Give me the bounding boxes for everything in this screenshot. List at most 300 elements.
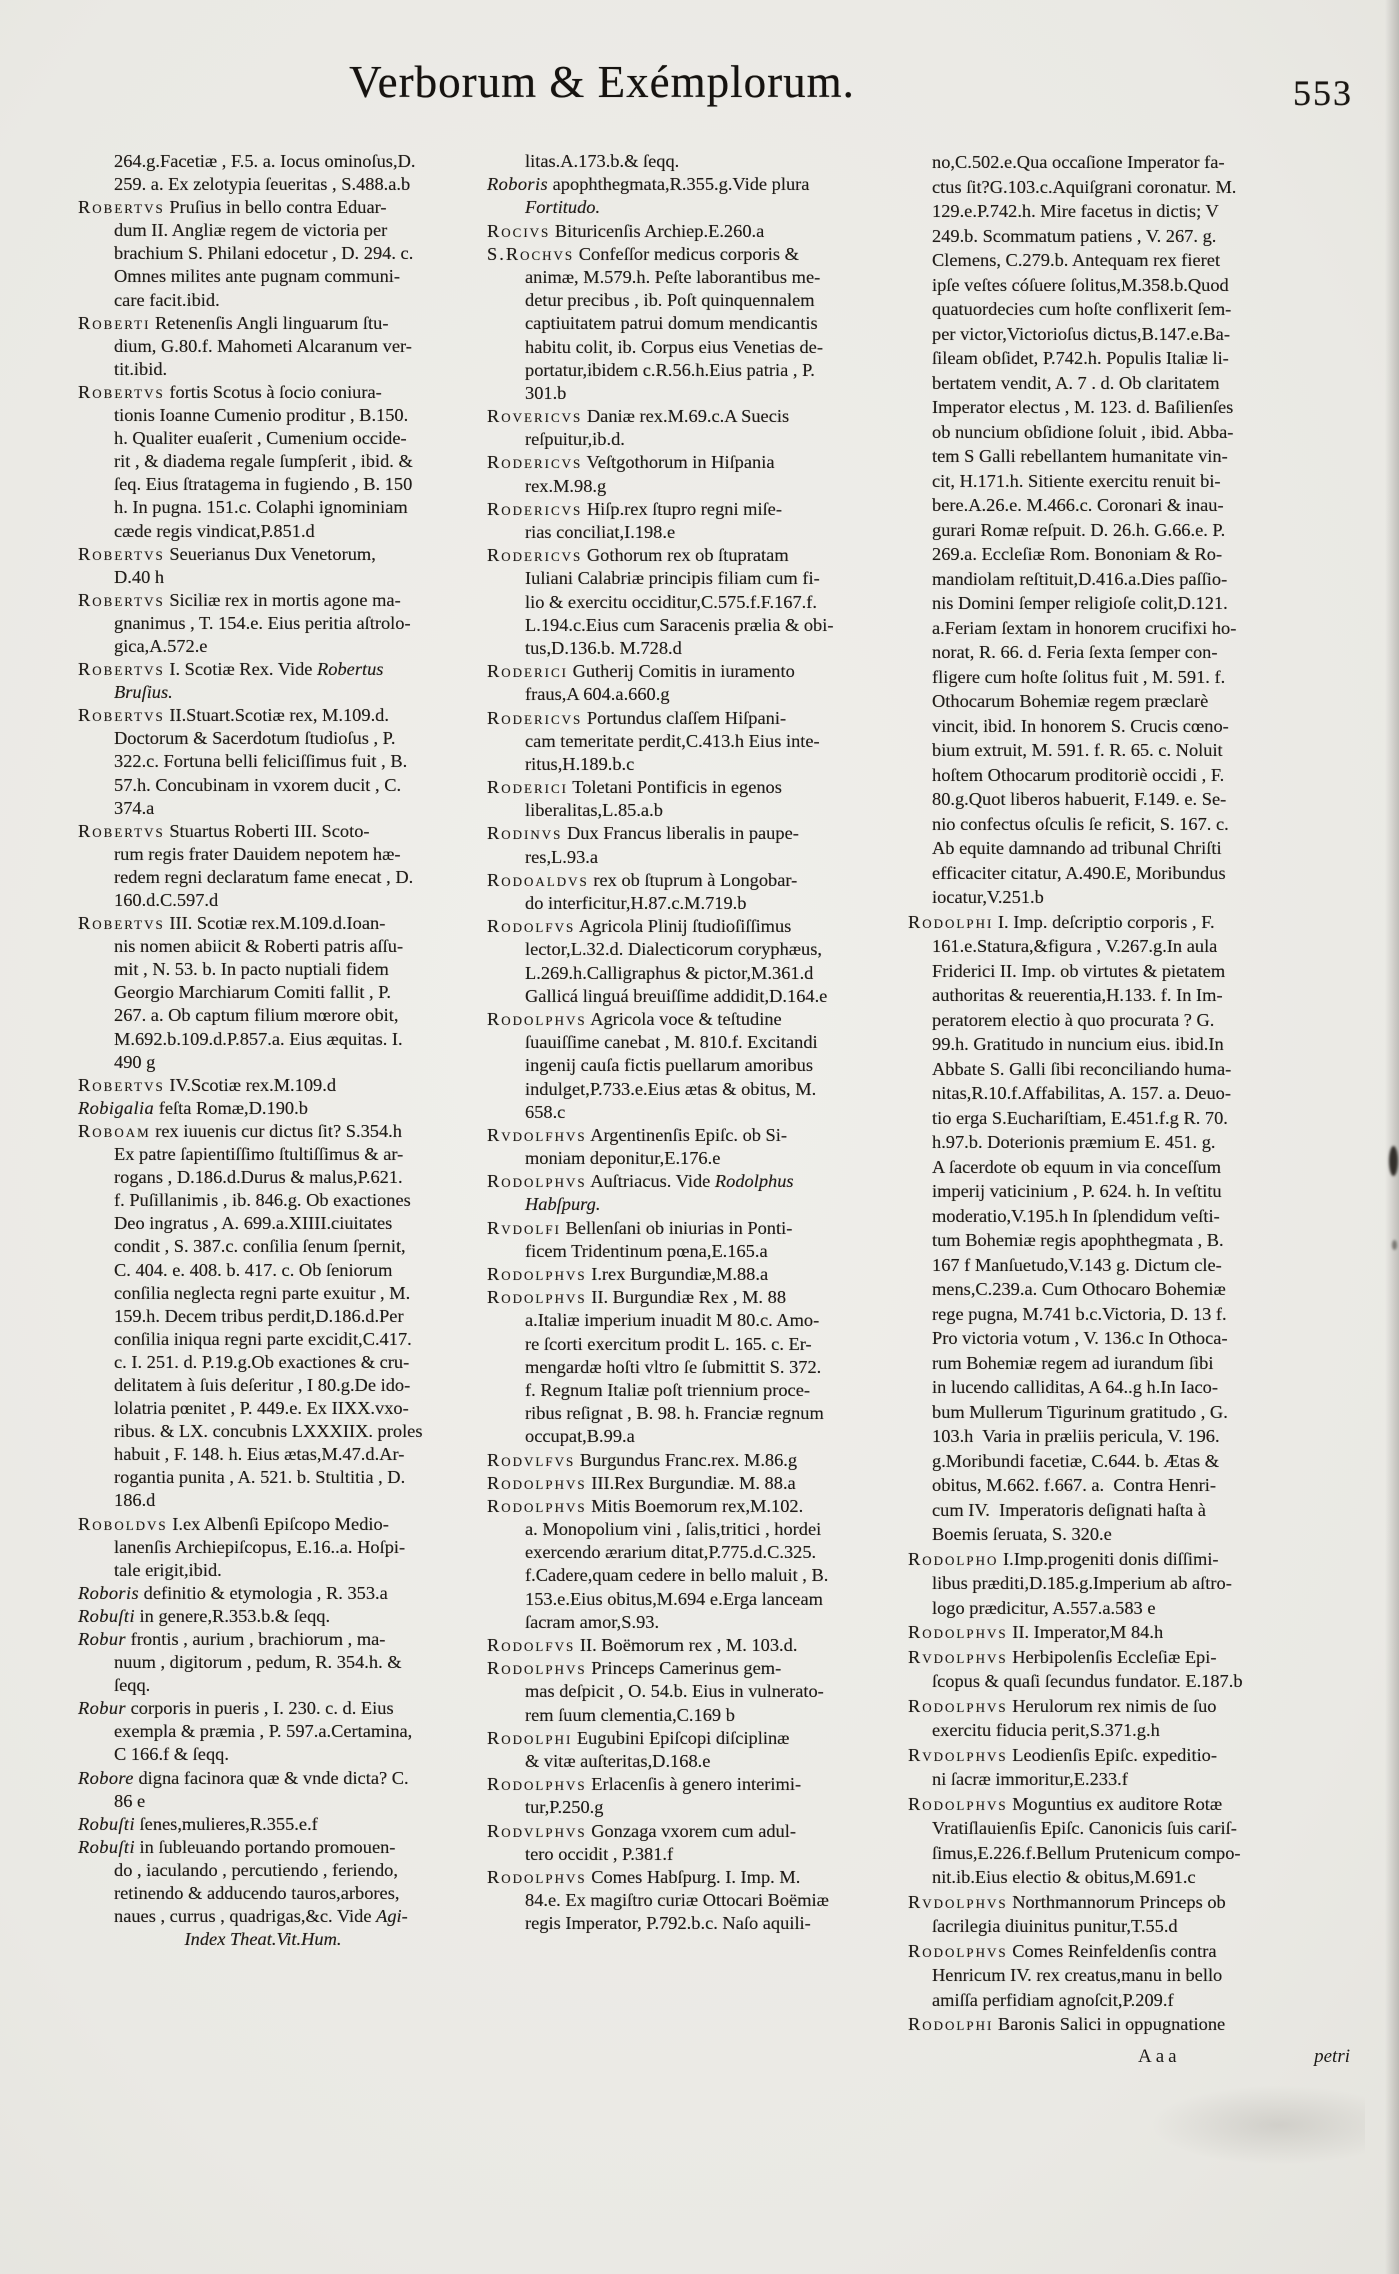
index-line: moniam deponitur,E.176.e [525,1148,721,1169]
index-line: gnanimus , T. 154.e. Eius peritia aſtrolo- [114,612,411,633]
index-line: care facit.ibid. [114,289,220,310]
index-line: g.Moribundi facetiæ, C.644. b. Ætas & [932,1450,1220,1471]
index-line: no,C.502.e.Qua occaſione Imperator fa- [932,152,1225,172]
index-line: ingenij cauſa fictis puellarum amoribus [525,1055,814,1076]
index-line: rogantia punita , A. 521. b. Stultitia , D. [114,1467,406,1488]
index-line: cæde regis vindicat,P.851.d [114,520,315,541]
index-line: 264.g.Facetiæ , F.5. a. Iocus ominoſus,D. [114,151,416,171]
scan-edge-shadow [1385,0,1399,2274]
index-line: mens,C.239.a. Cum Othocaro Bohemiæ [932,1279,1226,1299]
index-line: Rodolphi Eugubini Epiſcopi diſciplinæ [487,1727,790,1748]
index-line: bere.A.26.e. M.466.c. Coronari & inau- [932,495,1224,515]
index-line: Boemis ſeruata, S. 320.e [932,1524,1112,1544]
index-line: mas deſpicit , O. 54.b. Eius in vulnerato- [525,1681,824,1702]
entry-headword: Robertvs [78,589,165,610]
entry-headword: Robertvs [78,197,165,218]
index-line: Rodolphvs Princeps Camerinus gem- [487,1658,782,1679]
entry-headword: Rvdolfhvs [487,1124,587,1145]
index-line: tionis Ioanne Cumenio proditur , B.150. [114,405,409,426]
index-line: Rodolphvs Agricola voce & teſtudine [487,1008,782,1029]
index-line: 103.h Varia in præliis pericula, V. 196. [932,1426,1220,1446]
index-line: 374.a [114,797,155,818]
index-line: 84.e. Ex magiſtro curiæ Ottocari Boëmiæ [525,1890,829,1911]
index-line: a. Monopolium vini , ſalis,tritici , hordei [525,1519,822,1540]
index-line: brachium S. Philani edocetur , D. 294. c. [114,243,414,264]
index-line: Rvdolfhvs Argentinenſis Epiſc. ob Si- [487,1124,788,1145]
cross-reference: Robertus [317,659,384,680]
entry-headword: Roderici [487,777,568,798]
index-line: animæ, M.579.h. Peſte laborantibus me- [525,266,821,287]
index-line: Robertvs III. Scotiæ rex.M.109.d.Ioan- [78,913,386,934]
cross-reference: Agi- [376,1906,408,1927]
index-line: 129.e.P.742.h. Mire facetus in dictis; V [932,201,1219,221]
index-line: exercitu fiducia perit,S.371.g.h [932,1720,1160,1740]
entry-headword: Rodvlfvs [487,1449,576,1470]
index-line: liberalitas,L.85.a.b [525,800,663,821]
index-line: norat, R. 66. d. Feria ſexta ſemper con- [932,642,1218,662]
entry-headword: Roboris [78,1582,140,1603]
catchword: petri [1314,2046,1350,2067]
entry-headword: Rovericvs [487,406,583,427]
entry-headword: Rodericvs [487,498,583,519]
index-line: Robur frontis , aurium , brachiorum , ma- [78,1629,386,1649]
index-line: Robertvs Siciliæ rex in mortis agone ma- [78,589,401,610]
index-line: ſileam obſidet, P.742.h. Populis Italiæ li- [932,348,1229,368]
index-line: 249.b. Scommatum patiens , V. 267. g. [932,225,1217,246]
index-line: Robigalia feſta Romæ,D.190.b [78,1097,308,1118]
index-line: Rovericvs Daniæ rex.M.69.c.A Suecis [487,406,790,427]
entry-headword: Robertvs [78,705,165,726]
index-line: tem S Galli rebellantem humanitate vin- [932,446,1228,466]
index-line: Roderici Gutherij Comitis in iuramento [487,661,795,682]
index-line: nis Domini ſemper religioſe colit,D.121. [932,593,1228,613]
index-line: Robuſti in ſubleuando portando promouen- [78,1836,396,1857]
index-line: detur precibus , ib. Poſt quinquennalem [525,290,815,311]
index-line: Rodolfvs Agricola Plinij ſtudioſiſſimus [487,916,792,937]
index-line: amiſſa perfidiam agnoſcit,P.209.f [932,1989,1174,2010]
entry-headword: Rodolphvs [487,1171,587,1192]
index-line: Robertvs I. Scotiæ Rex. Vide Robertus [78,659,384,680]
index-line: cum IV. Imperatoris deſignati haſta à [932,1499,1206,1520]
index-line: exempla & præmia , P. 597.a.Certamina, [114,1721,413,1742]
index-line: Pro victoria votum , V. 136.c In Othoca- [932,1328,1228,1348]
index-line: Roboris apophthegmata,R.355.g.Vide plura [487,174,810,195]
index-line: 167 f Manſuetudo,V.143 g. Dictum cle- [932,1254,1222,1275]
entry-headword: Rodolphvs [908,1695,1008,1716]
index-line: Roboris definitio & etymologia , R. 353.a [78,1582,388,1603]
index-line: bum Mullerum Tigurinum gratitudo , G. [932,1401,1228,1422]
index-line: Rodericvs Gothorum rex ob ſtupratam [487,545,789,566]
index-line: Rvdolphvs Northmannorum Princeps ob [908,1891,1226,1912]
entry-headword: Robur [78,1629,126,1649]
index-line: Rodolphi Baronis Salici in oppugnatione [908,2014,1226,2034]
cross-reference: Rodolphus [714,1171,794,1192]
index-line: Roboam rex iuuenis cur dictus ſit? S.354.h [78,1120,402,1141]
index-line: re ſcorti exercitum prodit L. 165. c. Er- [525,1333,812,1354]
index-line: Robertvs IV.Scotiæ rex.M.109.d [78,1074,337,1095]
index-line: 153.e.Eius obitus,M.694 e.Erga lanceam [525,1588,823,1609]
index-line: mandiolam reſtituit,D.416.a.Dies paſſio- [932,568,1228,589]
index-line: 86 e [114,1790,146,1811]
index-line: 322.c. Fortuna belli feliciſſimus fuit , B. [114,751,408,772]
index-line: 301.b [525,382,567,403]
index-line: res,L.93.a [525,846,599,867]
index-line: Robertvs Seuerianus Dux Venetorum, [78,543,376,564]
index-line: lanenſis Archiepiſcopus, E.16..a. Hoſpi- [114,1536,406,1557]
index-line: quatuordecies cum hoſte conflixerit ſem- [932,299,1232,319]
index-line: delitatem à ſuis deſeritur , I 80.g.De ido- [114,1374,411,1395]
index-line: ſacram amor,S.93. [525,1611,660,1632]
index-line: Iuliani Calabriæ principis filiam cum fi- [525,568,820,589]
index-line: habitu colit, ib. Corpus eius Venetias de- [525,336,823,357]
index-line: bertatem vendit, A. 7 . d. Ob claritatem [932,372,1220,393]
index-line: Roboldvs I.ex Albenſi Epiſcopo Medio- [78,1513,389,1534]
index-line: bium extruit, M. 591. f. R. 65. c. Noluit [932,740,1223,760]
entry-headword: Robur [78,1698,126,1719]
index-line: Roberti Retenenſis Angli linguarum ſtu- [78,312,389,333]
index-line: dium, G.80.f. Mahometi Alcaranum ver- [114,335,412,356]
index-line: 57.h. Concubinam in vxorem ducit , C. [114,774,402,795]
entry-headword: Rodolphvs [487,1658,587,1679]
index-line: Fortitudo. [525,197,601,218]
index-line: dum II. Angliæ regem de victoria per [114,220,388,241]
index-line: Vratiſlauienſis Epiſc. Canonicis ſuis cariſ- [932,1818,1237,1838]
entry-headword: Robertvs [78,381,165,402]
index-line: rum Bohemiæ regem ad iurandum ſibi [932,1352,1214,1373]
index-line: lolatria pœnitet , P. 449.e. Ex IIXX.vxo- [114,1398,409,1419]
index-line: Rvdolphvs Leodienſis Epiſc. expeditio- [908,1744,1218,1765]
index-line: f. Puſillanimis , ib. 846.g. Ob exactiones [114,1190,411,1211]
entry-headword: Rodolphvs [487,1472,587,1493]
index-line: ſeq. Eius ſtratagema in fugiendo , B. 150 [114,474,413,495]
index-line: Rodolphvs Herulorum rex nimis de ſuo [908,1695,1217,1716]
entry-headword: Robertvs [78,543,165,564]
index-line: Rodolfvs II. Boëmorum rex , M. 103.d. [487,1635,798,1655]
index-line: M.692.b.109.d.P.857.a. Eius æquitas. I. [114,1028,403,1049]
entry-headword: Rodericvs [487,545,583,566]
index-line: Rvdolfi Bellenſani ob iniurias in Ponti- [487,1217,793,1238]
index-line: ribus reſignat , B. 98. h. Franciæ regnum [525,1403,824,1424]
index-line: 269.a. Eccleſiæ Rom. Bononiam & Ro- [932,544,1223,564]
index-line: Rodolphvs I.rex Burgundiæ,M.88.a [487,1264,769,1284]
index-line: S.Rochvs Confeſſor medicus corporis & [487,243,799,264]
index-line: 159.h. Decem tribus perdit,D.186.d.Per [114,1305,404,1326]
index-line: a.Italiæ imperium inuadit M 80.c. Amo- [525,1310,820,1331]
entry-headword: Rodolphvs [908,1793,1008,1814]
index-line: c. I. 251. d. P.19.g.Ob exactiones & cru- [114,1351,410,1372]
entry-headword: Rocivs [487,220,551,241]
entry-headword: Rodolphvs [487,1287,587,1308]
index-line: rege pugna, M.741 b.c.Victoria, D. 13 f. [932,1303,1227,1324]
index-line: indulget,P.733.e.Eius ætas & obitus, M. [525,1078,817,1099]
index-line: cam temeritate perdit,C.413.h Eius inte- [525,730,820,751]
index-line: regis Imperator, P.792.b.c. Naſo aquili- [525,1913,811,1934]
index-line: nuum , digitorum , pedum, R. 354.h. & [114,1652,402,1673]
entry-headword: Robuſti [78,1836,135,1857]
index-line: Index Theat.Vit.Hum. [184,1929,342,1950]
entry-headword: Roderici [487,661,568,682]
index-line: 186.d [114,1490,156,1511]
page-footer [908,2046,1356,2076]
index-line: Rodolphvs III.Rex Burgundiæ. M. 88.a [487,1472,796,1493]
entry-headword: Robuſti [78,1605,135,1626]
index-line: ſuauiſſime canebat , M. 810.f. Excitandi [525,1032,818,1053]
index-line: redem regni declaratum fame enecat , D. [114,866,414,887]
signature-mark: Aaa [1138,2046,1181,2067]
index-line: gica,A.572.e [114,635,208,656]
index-line: hoſtem Othocarum proditoriè occidi , F. [932,764,1225,785]
entry-headword: Rodericvs [487,452,583,473]
index-line: lio & exercitu occiditur,C.575.f.F.167.f. [525,591,817,612]
index-line: portatur,ibidem c.R.56.h.Eius patria , P. [525,359,815,380]
entry-headword: Robertvs [78,913,165,934]
index-line: nis nomen abiicit & Roberti patris aſſu- [114,936,404,957]
index-line: peratorem electio à quo procurata ? G. [932,1009,1215,1030]
index-line: 161.e.Statura,&figura , V.267.g.In aula [932,936,1218,956]
running-title: Verborum & Exémplorum. [349,57,855,107]
index-line: h. In pugna. 151.c. Colaphi ignominiam [114,497,408,518]
index-line: tero occidit , P.381.f [525,1843,674,1864]
index-line: D.40 h [114,566,165,587]
index-line: a.Feriam ſextam in honorem crucifixi ho- [932,617,1237,638]
index-line: ſimus,E.226.f.Bellum Prutenicum compo- [932,1842,1241,1863]
index-line: nit.ib.Eius electio & obitus,M.691.c [932,1867,1196,1887]
index-line: Ab equite damnando ad tribunal Chriſti [932,838,1222,858]
index-line: Rodolphvs Moguntius ex auditore Rotæ [908,1793,1223,1814]
index-line: Robertvs fortis Scotus à ſocio coniura- [78,381,382,402]
index-line: Rodericvs Portundus claſſem Hiſpani- [487,707,787,728]
index-line: exercendo ærarium ditat,P.775.d.C.325. [525,1542,817,1563]
index-line: mit , N. 53. b. In pacto nuptiali fidem [114,959,389,980]
index-line: rogans , D.186.d.Durus & malus,P.621. [114,1167,403,1188]
index-line: Robuſti ſenes,mulieres,R.355.e.f [78,1813,318,1834]
index-line: f. Regnum Italiæ poſt triennium proce- [525,1379,810,1400]
index-line: Rodericvs Veſtgothorum in Hiſpania [487,452,775,473]
index-line: Robertvs II.Stuart.Scotiæ rex, M.109.d. [78,705,389,726]
index-line: Rodolpho I.Imp.progeniti donis diſſimi- [908,1548,1219,1569]
index-line: reſpuitur,ib.d. [525,429,625,450]
index-line: cit, H.171.h. Sitiente exercitu renuit bi- [932,470,1221,491]
entry-headword: Rodolphvs [487,1264,587,1284]
ink-blot [1392,1240,1397,1250]
index-line: Roderici Toletani Pontificis in egenos [487,777,782,798]
index-line: C. 404. e. 408. b. 417. c. Ob ſeniorum [114,1259,393,1280]
index-line: Ex patre ſapientiſſimo ſtultiſſimus & ar- [114,1144,404,1165]
index-line: Gallicá linguá breuiſſime addidit,D.164.e [525,985,828,1006]
entry-headword: Robore [78,1767,134,1788]
index-line: moderatio,V.195.h In ſplendidum veſti- [932,1205,1220,1226]
index-line: Rodoaldvs rex ob ſtuprum à Longobar- [487,869,798,890]
index-line: tum Bohemiæ regis apophthegmata , B. [932,1230,1224,1250]
index-line: Rodinvs Dux Francus liberalis in paupe- [487,823,799,844]
index-line: Rodolphvs II. Imperator,M 84.h [908,1622,1164,1642]
index-line: Habſpurg. [525,1194,601,1215]
index-line: Bruſius. [114,682,173,703]
index-line: occupat,B.99.a [525,1426,635,1447]
index-line: h.97.b. Doterionis præmium E. 451. g. [932,1132,1216,1152]
entry-headword: Rodolpho [908,1548,999,1569]
index-line: rem ſuum clementia,C.169 b [525,1704,735,1725]
index-line: Rvdolphvs Herbipolenſis Eccleſiæ Epi- [908,1646,1217,1667]
entry-headword: Rvdolfi [487,1217,561,1238]
index-line: conſilia iniqua regni parte excidit,C.417. [114,1328,412,1349]
index-line: nio confectus oſculis ſe reficit, S. 167. c. [932,813,1229,834]
index-line: Rodolphvs Comes Habſpurg. I. Imp. M. [487,1866,801,1887]
index-line: L.194.c.Eius cum Saracenis prælia & obi- [525,614,834,635]
entry-headword: Roberti [78,312,151,333]
index-line: fligere cum hoſte ſolitus fuit , M. 591. f. [932,666,1226,687]
index-line: ſeqq. [114,1675,151,1696]
index-line: Rodolphvs II. Burgundiæ Rex , M. 88 [487,1287,787,1308]
entry-headword: Rodvlphvs [487,1820,587,1841]
index-line: Robertvs Pruſius in bello contra Eduar- [78,197,387,218]
index-line: ficem Tridentinum pœna,E.165.a [525,1240,768,1261]
index-line: A ſacerdote ob equum in via conceſſum [932,1156,1222,1177]
index-line: Rodolphvs Mitis Boemorum rex,M.102. [487,1495,804,1516]
entry-headword: Rvdolphvs [908,1891,1008,1912]
index-line: ſacrilegia diuinitus punitur,T.55.d [932,1916,1178,1936]
index-line: Henricum IV. rex creatus,manu in bello [932,1965,1223,1985]
index-line: mengardæ hoſti vltro ſe ſubmittit S. 372. [525,1356,822,1377]
entry-headword: Rodolphi [908,911,994,932]
entry-headword: Rodolfvs [487,916,576,937]
index-line: 80.g.Quot liberos habuerit, F.149. e. Se- [932,789,1227,809]
index-line: Clemens, C.279.b. Antequam rex fieret [932,250,1221,270]
index-line: in lucendo calliditas, A 64..g h.In Iaco- [932,1377,1219,1397]
index-line: C 166.f & ſeqq. [114,1744,229,1765]
entry-headword: Robertvs [78,1074,165,1095]
entry-headword: Rodolphvs [487,1008,587,1029]
index-line: rias conciliat,I.198.e [525,522,676,542]
index-line: tus,D.136.b. M.728.d [525,637,682,658]
entry-headword: Robertvs [78,659,165,680]
index-line: rit , & diadema regale ſumpſerit , ibid. & [114,451,413,472]
index-line: f.Cadere,quam cedere in bello maluit , B. [525,1565,829,1586]
index-line: Robertvs Stuartus Roberti III. Scoto- [78,820,370,841]
index-line: tit.ibid. [114,358,168,379]
entry-headword: S.Rochvs [487,243,575,264]
index-line: L.269.h.Calligraphus & pictor,M.361.d [525,962,814,983]
index-line: rex.M.98.g [525,475,607,496]
index-line: iocatur,V.251.b [932,887,1044,907]
index-column-3 [908,150,1356,2037]
index-line: Imperator electus , M. 123. d. Baſilienſes [932,397,1234,417]
entry-headword: Rodolphvs [487,1495,587,1516]
entry-headword: Roboris [487,174,549,195]
index-line: Rodericvs Hiſp.rex ſtupro regni miſe- [487,498,782,519]
entry-headword: Rvdolphvs [908,1744,1008,1765]
index-line: Rocivs Bituricenſis Archiep.E.260.a [487,220,765,241]
index-line: tur,P.250.g [525,1797,604,1818]
index-line: Omnes milites ante pugnam communi- [114,266,401,287]
page-number: 553 [1293,73,1353,113]
index-line: Robuſti in genere,R.353.b.& ſeqq. [78,1605,331,1626]
index-line: 490 g [114,1051,156,1072]
index-line: fraus,A 604.a.660.g [525,684,670,705]
index-line: Friderici II. Imp. ob virtutes & pietatem [932,960,1226,981]
entry-headword: Rvdolphvs [908,1646,1008,1667]
index-line: & vitæ auſteritas,D.168.e [525,1750,711,1771]
index-line: imperij vaticinium , P. 624. h. In veſtitu [932,1181,1222,1201]
index-line: ritus,H.189.b.c [525,753,635,774]
entry-headword: Rodericvs [487,707,583,728]
index-line: captiuitatem patrui domum mendicantis [525,313,818,334]
index-line: Rodvlphvs Gonzaga vxorem cum adul- [487,1820,796,1841]
index-line: 160.d.C.597.d [114,890,219,910]
index-line: 267. a. Ob captum filium mœrore obit, [114,1005,399,1026]
entry-headword: Roboam [78,1120,151,1141]
index-line: per victor,Victorioſus dictus,B.147.e.Ba- [932,323,1230,344]
index-line: litas.A.173.b.& ſeqq. [525,151,680,171]
index-line: Rodolphvs Erlacenſis à genero interimi- [487,1774,802,1795]
index-line: ſcopus & quaſi ſecundus fundator. E.187.b [932,1671,1243,1691]
index-line: rum regis frater Dauidem nepotem hæ- [114,843,401,864]
index-line: 259. a. Ex zelotypia ſeueritas , S.488.a.b [114,174,411,195]
index-line: condit , S. 387.c. conſilia ſenum ſpernit, [114,1236,406,1257]
index-line: tale erigit,ibid. [114,1559,222,1580]
index-line: naues , currus , quadrigas,&c. Vide Agi- [114,1906,408,1927]
index-line: Robur corporis in pueris , I. 230. c. d. Eius [78,1698,394,1719]
entry-headword: Rodolphi [487,1727,573,1748]
index-line: ctus ſit?G.103.c.Aquiſgrani coronatur. M. [932,176,1237,197]
entry-headword: Rodolphvs [487,1774,587,1795]
index-line: ribus. & LX. concubnis LXXXIIX. proles [114,1421,423,1442]
index-line: authoritas & reuerentia,H.133. f. In Im- [932,985,1223,1005]
index-line: vincit, ibid. In honorem S. Crucis cœno- [932,715,1229,736]
index-line: Rodolphvs Auſtriacus. Vide Rodolphus [487,1171,794,1192]
index-line: Abbate S. Galli ſibi reconciliando huma- [932,1058,1232,1079]
entry-headword: Rodolphvs [487,1866,587,1887]
index-line: h. Qualiter euaſerit , Cumenium occide- [114,428,407,449]
entry-headword: Rodolphi [908,2014,994,2034]
index-line: gurari Romæ reſpuit. D. 26.h. G.66.e. P. [932,519,1226,540]
index-line: Rodvlfvs Burgundus Franc.rex. M.86.g [487,1449,798,1470]
index-line: habuit , F. 148. h. Eius ætas,M.47.d.Ar- [114,1444,405,1465]
index-line: libus præditi,D.185.g.Imperium ab aſtro- [932,1573,1232,1593]
ink-blot [1389,1146,1398,1176]
entry-headword: Rodolphvs [908,1940,1008,1961]
entry-headword: Roboldvs [78,1513,168,1534]
index-line: retinendo & adducendo tauros,arbores, [114,1883,400,1904]
index-line: Doctorum & Sacerdotum ſtudioſus , P. [114,728,396,749]
index-column-2 [487,150,915,1935]
entry-headword: Robigalia [78,1097,155,1118]
index-column-1 [78,150,490,1951]
scan-smudge [1150,2085,1365,2165]
index-line: 99.h. Gratitudo in nuncium eius. ibid.In [932,1034,1224,1054]
index-line: nitas,R.10.f.Affabilitas, A. 157. a. Deuo- [932,1083,1231,1103]
index-line: tio erga S.Euchariſtiam, E.451.f.g R. 70. [932,1107,1228,1128]
index-line: conſilia neglecta regni parte exuitur , M. [114,1282,411,1303]
index-line: logo prædicitur, A.557.a.583 e [932,1597,1156,1618]
index-line: ipſe veſtes cóſuere ſolitus,M.358.b.Quod [932,274,1229,295]
entry-headword: Robertvs [78,820,165,841]
index-line: Rodolphi I. Imp. deſcriptio corporis , F. [908,911,1215,932]
index-line: lector,L.32.d. Dialecticorum coryphæus, [525,939,823,960]
entry-headword: Rodinvs [487,823,563,844]
index-line: efficaciter citatur, A.490.E, Moribundus [932,862,1226,883]
index-line: Deo ingratus , A. 699.a.XIIII.ciuitates [114,1213,393,1234]
index-line: 658.c [525,1101,566,1122]
index-line: do , iaculando , percutiendo , feriendo, [114,1859,398,1880]
index-line: Rodolphvs Comes Reinfeldenſis contra [908,1940,1217,1961]
entry-headword: Rodolfvs [487,1635,576,1655]
index-line: ob nuncium obſidione ſoluit , ibid. Abba- [932,421,1234,442]
index-line: ni ſacræ immoritur,E.233.f [932,1769,1128,1789]
entry-headword: Rodolphvs [908,1622,1008,1642]
index-line: do interficitur,H.87.c.M.719.b [525,893,747,913]
index-line: Robore digna facinora quæ & vnde dicta? C. [78,1767,409,1788]
